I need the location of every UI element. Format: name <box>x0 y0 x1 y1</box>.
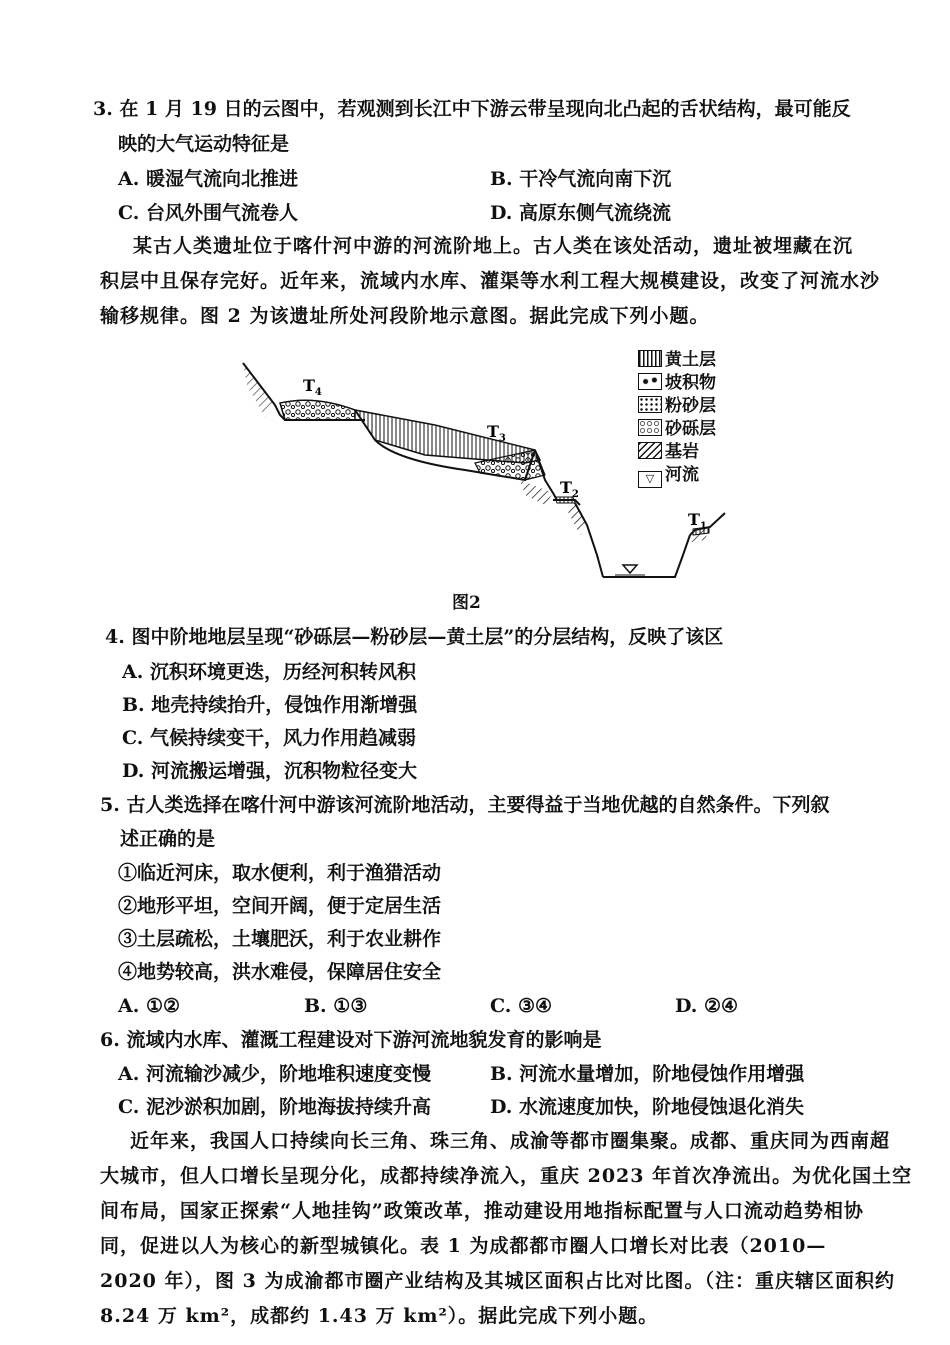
river-icon: ▽ <box>638 471 662 488</box>
colluvium-icon <box>638 373 662 390</box>
passage2-line1: 近年来，我国人口持续向长三角、珠三角、成渝等都市圈集聚。成都、重庆同为西南超 <box>130 1130 891 1152</box>
q4-option-c: C. 气候持续变干，风力作用趋减弱 <box>122 727 417 749</box>
terrace-label-t3: $T_3$ <box>487 422 506 444</box>
legend-item-loess: 黄土层 <box>638 345 716 370</box>
q5-option-c: C. ③④ <box>490 995 553 1017</box>
passage1-line3: 输移规律。图 2 为该遗址所处河段阶地示意图。据此完成下列小题。 <box>100 305 710 327</box>
passage1-line2: 积层中且保存完好。近年来，流域内水库、灌渠等水利工程大规模建设，改变了河流水沙 <box>100 270 881 292</box>
q3-option-a: A. 暖湿气流向北推进 <box>118 168 298 190</box>
loess-icon <box>638 350 662 367</box>
river-symbol <box>623 565 637 573</box>
legend-item-river: ▽ 河流 <box>638 460 699 488</box>
legend-item-silt: 粉砂层 <box>638 391 716 416</box>
q5-option-b: B. ①③ <box>304 995 368 1017</box>
q5-statement-1: ①临近河床，取水便利，利于渔猎活动 <box>118 862 442 884</box>
passage2-line5: 2020 年），图 3 为成渝都市圈产业结构及其城区面积占比对比图。（注：重庆辖区面积约 <box>100 1270 895 1292</box>
q3-option-c: C. 台风外围气流卷人 <box>118 202 299 224</box>
q4-option-d: D. 河流搬运增强，沉积物粒径变大 <box>122 760 418 782</box>
terrace-label-t4: $T_4$ <box>303 376 322 398</box>
terrace-label-t2: $T_2$ <box>560 478 579 500</box>
passage2-line6: 8.24 万 km²，成都约 1.43 万 km²）。据此完成下列小题。 <box>100 1305 659 1327</box>
figure-caption: 图2 <box>452 593 481 613</box>
passage1-line1: 某古人类遗址位于喀什河中游的河流阶地上。古人类在该处活动，遗址被埋藏在沉 <box>133 235 854 257</box>
q4-option-b: B. 地壳持续抬升，侵蚀作用渐增强 <box>122 694 418 716</box>
terrace-label-t1: $T_1$ <box>688 510 707 532</box>
q6-option-b: B. 河流水量增加，阶地侵蚀作用增强 <box>490 1063 805 1085</box>
q6-stem: 6. 流域内水库、灌溉工程建设对下游河流地貌发育的影响是 <box>100 1029 602 1051</box>
q6-option-d: D. 水流速度加快，阶地侵蚀退化消失 <box>490 1096 805 1118</box>
passage2-line4: 同，促进以人为核心的新型城镇化。表 1 为成都都市圈人口增长对比表（2010— <box>100 1235 827 1257</box>
q5-option-d: D. ②④ <box>675 995 739 1017</box>
q5-option-a: A. ①② <box>118 995 181 1017</box>
river-channel <box>603 535 690 577</box>
q5-stem-line2: 述正确的是 <box>120 828 216 850</box>
q6-option-a: A. 河流输沙减少，阶地堆积速度变慢 <box>118 1063 431 1085</box>
q5-statement-3: ③土层疏松，土壤肥沃，利于农业耕作 <box>118 928 442 950</box>
passage2-line2: 大城市，但人口增长呈现分化，成都持续净流入，重庆 2023 年首次净流出。为优化国土空 <box>100 1165 913 1187</box>
q5-statement-4: ④地势较高，洪水难侵，保障居住安全 <box>118 961 442 983</box>
q5-stem-line1: 5. 古人类选择在喀什河中游该河流阶地活动，主要得益于当地优越的自然条件。下列叙 <box>100 794 830 816</box>
q3-stem-line1: 3. 在 1 月 19 日的云图中，若观测到长江中下游云带呈现向北凸起的舌状结构，最可能反 <box>93 98 851 120</box>
q4-stem: 4. 图中阶地地层呈现“砂砾层—粉砂层—黄土层”的分层结构，反映了该区 <box>105 626 724 648</box>
t4-gravel-deposit <box>280 400 355 420</box>
silt-icon <box>638 396 662 413</box>
q6-option-c: C. 泥沙淤积加剧，阶地海拔持续升高 <box>118 1096 432 1118</box>
legend-item-bedrock: 基岩 <box>638 437 699 462</box>
q3-option-b: B. 干冷气流向南下沉 <box>490 168 672 190</box>
q3-option-d: D. 高原东侧气流绕流 <box>490 202 672 224</box>
bedrock-icon <box>638 442 662 459</box>
q5-statement-2: ②地形平坦，空间开阔，便于定居生活 <box>118 895 442 917</box>
q4-option-a: A. 沉积环境更迭，历经河积转风积 <box>122 661 416 683</box>
legend-item-colluvium: 坡积物 <box>638 368 716 393</box>
legend-item-gravel: 砂砾层 <box>638 414 716 439</box>
gravel-icon <box>638 419 662 436</box>
q3-stem-line2: 映的大气运动特征是 <box>118 133 290 155</box>
passage2-line3: 间布局，国家正探索“人地挂钩”政策改革，推动建设用地指标配置与人口流动趋势相协 <box>100 1200 864 1222</box>
